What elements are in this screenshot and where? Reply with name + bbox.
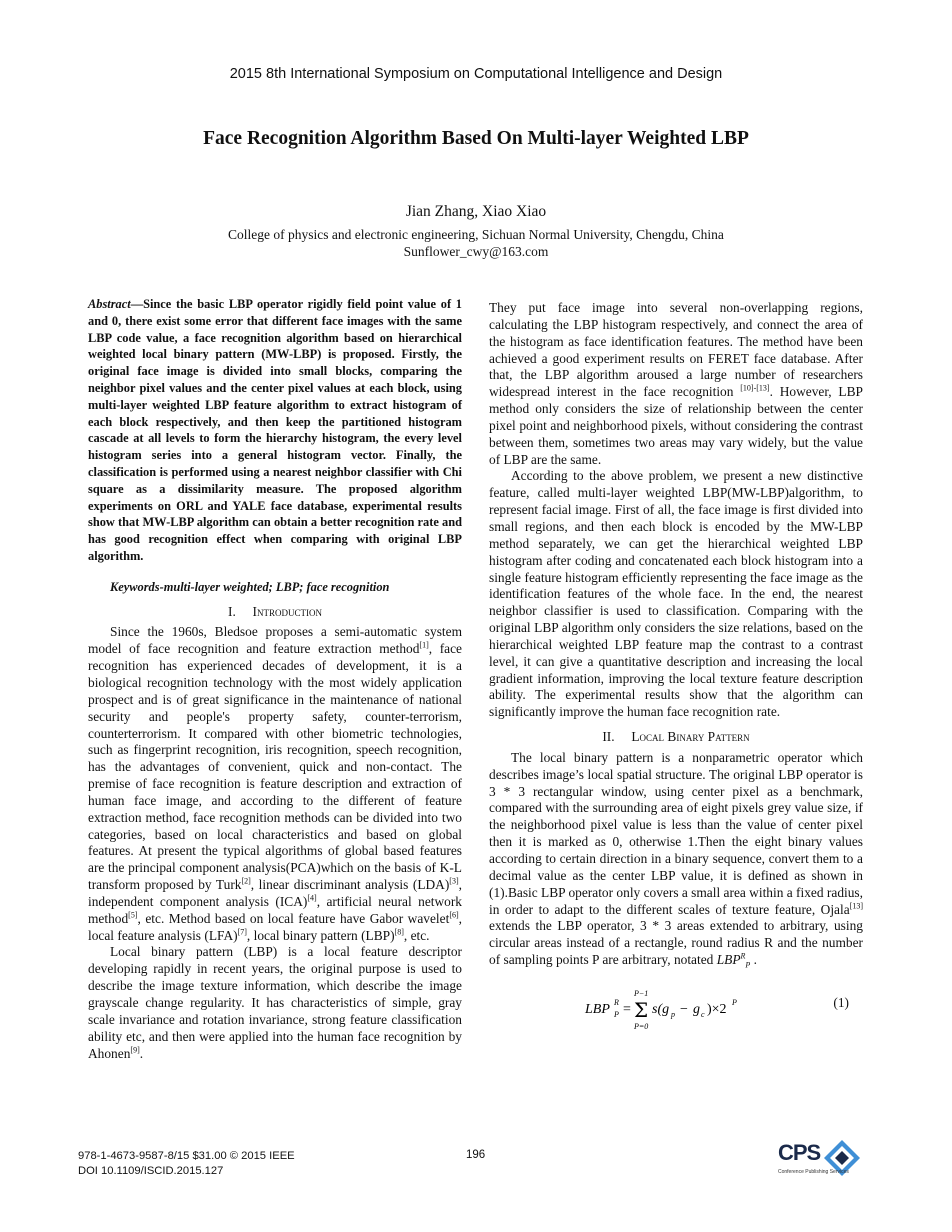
isbn: 978-1-4673-9587-8/15 $31.00 © 2015 IEEE — [78, 1150, 295, 1162]
lbp-paragraph-1: The local binary pattern is a nonparametric operator which describes image’s local spatial structure. The original LBP operator is 3 * 3 rectangular window, using center pixel as a benchmark, compared with the surrounding area of eight pixels grey value size, if the neighborhood pixel value is less than the value of center pixel then it is marked as 0, otherwise 1.Then the eight binary values according to certain direction in a binary sequence, convert them to a decimal value as the center LBP value, it is defined as shown in (1).Basic LBP operator only covers a small area within a fixed radius, in order to adapt to the different scales of texture feature, Ojala[13] extends the LBP operator, 3 * 3 areas extended to arbitrary, using circular areas instead of a rectangle, round radius R and the number of sampling points P are arbitrary, notated $LBP^R_P$ . — [489, 749, 863, 970]
equation-sub-c: c — [701, 1009, 705, 1019]
citation[interactable]: [6] — [449, 910, 459, 920]
citation[interactable]: [5] — [128, 910, 138, 920]
citation[interactable]: [9] — [130, 1045, 140, 1055]
cps-logo — [778, 1138, 878, 1186]
equation-gc: g — [693, 1001, 700, 1017]
equation-sub-p: p — [671, 1009, 675, 1019]
left-column — [88, 296, 462, 1062]
section-number: II. — [602, 729, 615, 745]
section-title: Local Binary Pattern — [631, 729, 750, 745]
authors: Jian Zhang, Xiao Xiao — [405, 203, 547, 220]
intro-paragraph-1: Since the 1960s, Bledsoe proposes a semi-automatic system model of face recognition and feature extraction method[1], face recognition has experienced decades of development, it is a biological recognition technology with the most widely application prospect and is of great significance in the maintenance of national security and people's property safety, counter-terrorism, counterterrorism. It compared with other biometric technologies, such as fingerprint recognition, iris recognition, speech recognition, has the advantages of convenient, quick and non-contact. The premise of face recognition is feature description and extraction of human face image, and according to the different of feature extraction method, face recognition methods can be divided into two categories, based on local characteristics and based on global features. At present the typical algorithms of global based features are the principal component analysis(PCA)which on the basis of K-L transform proposed by Turk[2], linear discriminant analysis (LDA)[3], independent component analysis (ICA)[4], artificial neural network method[5], etc. Method based on local feature have Gabor wavelet[6], local feature analysis (LFA)[7], local binary pattern (LBP)[8], etc. — [88, 624, 463, 943]
equation-sup: R — [614, 997, 619, 1007]
email[interactable]: Sunflower_cwy@163.com — [403, 244, 549, 259]
citation[interactable]: [7] — [237, 927, 247, 937]
equals-sign: = — [623, 1001, 631, 1017]
right-column — [489, 300, 863, 1031]
logo-subtitle: Conference Publishing Services — [778, 1169, 849, 1175]
sum-upper: P−1 — [634, 988, 649, 998]
citation[interactable]: [3] — [449, 876, 459, 886]
equation-body: s(g — [652, 1001, 670, 1017]
abstract-text: —Since the basic LBP operator rigidly field point value of 1 and 0, there exist some error that different face images with the same LBP code value, a face recognition algorithm based on hierarchical weighted local binary pattern (MW-LBP) is proposed. Firstly, the original face image is divided into small blocks, comparing the neighbor pixel values and the center pixel values at each block, using multi-layer weighted LBP feature algorithm to extract histogram of each block respectively, and then keep the partitioned histogram cascade at all levels to form the hierarchy histogram, the every level histogram series into a general histogram vector. Finally, the classification is performed using a nearest neighbor classifier with Chi square as a dissimilarity measure. The proposed algorithm experiments on ORL and YALE face database, experimental results show that MW-LBP algorithm can obtain a better recognition rate and has good recognition effect when comparing with original LBP algorithm. — [88, 297, 462, 563]
abstract-lead: Abstract — [88, 297, 131, 311]
affiliation: College of physics and electronic engineering, Sichuan Normal University, Chengdu, China — [228, 227, 724, 242]
section-heading-lbp — [489, 729, 863, 746]
equation-exp: P — [732, 997, 737, 1007]
logo-text: CPS — [778, 1140, 821, 1165]
citation[interactable]: [2] — [241, 876, 251, 886]
sum-lower: P=0 — [634, 1021, 649, 1031]
paper-title: Face Recognition Algorithm Based On Multi-layer Weighted LBP — [203, 128, 749, 149]
equation-sub: P — [614, 1009, 619, 1019]
equation-times: )×2 — [707, 1001, 727, 1017]
citation[interactable]: [10]-[13] — [740, 383, 770, 393]
keywords: Keywords-multi-layer weighted; LBP; face recognition — [110, 579, 390, 594]
footer-identifiers — [78, 1149, 295, 1179]
lbp-notation: $LBP^R_P$ — [716, 951, 751, 970]
intro-paragraph-3: They put face image into several non-overlapping regions, calculating the LBP histogram respectively, and connect the area of the histogram as face identification features. The method have been achieved a good experiment results on FERET face database. After that, the LBP algorithm aroused a large number of researchers widespread interest in the face recognition [10]-[13]. However, LBP method only considers the size of relationship between the center pixel point and neighborhood pixels, without considering the contrast between them, sometimes two areas may vary widely, but the value of LBP are the same. — [489, 300, 863, 467]
section-title: Introduction — [252, 603, 323, 619]
section-heading-introduction — [88, 604, 462, 621]
citation[interactable]: [13] — [849, 901, 863, 911]
intro-paragraph-4: According to the above problem, we present a new distinctive feature, called multi-layer weighted LBP(MW-LBP)algorithm, to represent facial image. First of all, the face image is first divided into small regions, and then each block is encoded by the MW-LBP method separately, we can get the hierarchical weighted LBP histogram after coding and concatenated each block histogram into a single feature histogram efficiently representing the face image as the identification features of the whole face. In the end, the nearest neighbor classifier is used to classification. Comparing with the original LBP algorithm only considers the size relations, based on the hierarchical weighted LBP feature map the contrast to a contrast level, it can give a quantitative description and increasing the local gradient information, improving the local texture feature description ability. The experimental results show that the algorithm can significantly improve the human face recognition rate. — [489, 468, 863, 720]
page-number: 196 — [466, 1149, 486, 1161]
equation-graphic — [489, 987, 863, 1031]
equation-minus: − — [680, 1001, 688, 1017]
abstract — [88, 296, 462, 565]
citation[interactable]: [8] — [394, 927, 404, 937]
conference-header: 2015 8th International Symposium on Computational Intelligence and Design — [229, 66, 723, 82]
citation[interactable]: [1] — [419, 640, 429, 650]
equation-lhs: LBP — [585, 1001, 610, 1017]
citation[interactable]: [4] — [307, 893, 317, 903]
equation-1 — [489, 987, 863, 1031]
intro-paragraph-2: Local binary pattern (LBP) is a local feature descriptor developing rapidly in recent years, the original purpose is used to describe the image texture information, which describe the image grayscale change regularity. It has characteristics of simple, gray scale invariance and rotation invariance, strong feature classification ability etc, and then were applied into the human face recognition by Ahonen[9]. — [88, 944, 462, 1061]
sum-symbol: Σ — [634, 997, 649, 1022]
section-number: I. — [227, 603, 236, 619]
doi[interactable]: DOI 10.1109/ISCID.2015.127 — [78, 1165, 224, 1177]
equation-number: (1) — [833, 994, 849, 1010]
